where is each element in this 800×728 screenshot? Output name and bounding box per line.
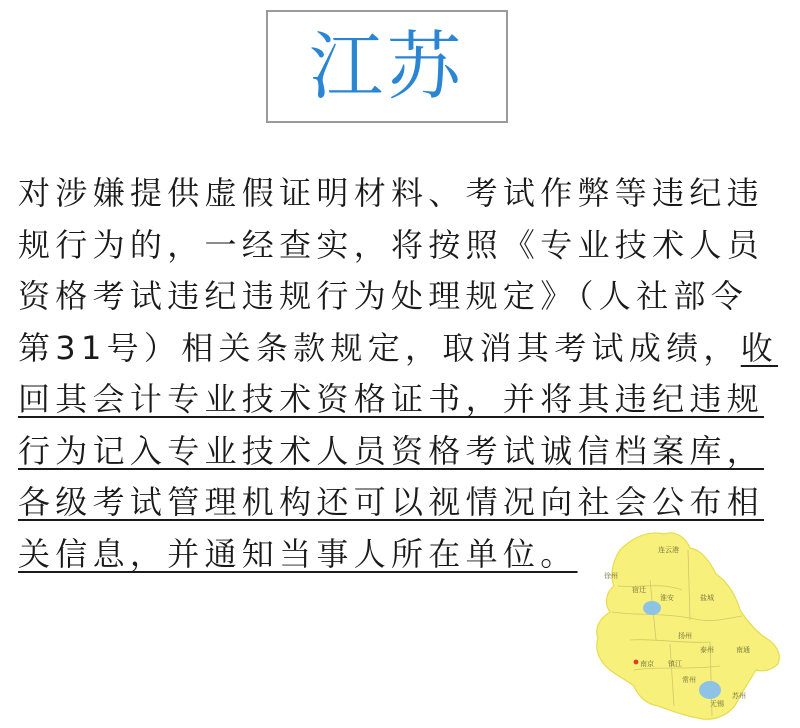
line-underlined-text: 关信息，并通知当事人所在单位。 (18, 534, 578, 573)
map-label: 无锡 (710, 700, 724, 708)
paragraph-line (18, 220, 788, 272)
line-text: 对涉嫌提供虚假证明材料、考试作弊等违纪违 (18, 174, 765, 212)
line-text: 第31号）相关条款规定，取消其考试成绩， (18, 328, 741, 367)
map-label: 宿迁 (632, 586, 646, 594)
page-title: 江苏 (309, 23, 465, 110)
line-underlined-text: 行为记入专业技术人员资格考试诚信档案库， (18, 431, 765, 470)
jiangsu-map-svg (560, 520, 790, 725)
map-label: 苏州 (732, 692, 746, 700)
paragraph-line (18, 374, 788, 426)
notice-paragraph (18, 168, 788, 580)
title-box (266, 10, 508, 123)
map-label: 南通 (736, 646, 750, 654)
line-underlined-text: 回其会计专业技术资格证书，并将其违纪违规 (18, 380, 765, 418)
map-label: 徐州 (604, 572, 618, 580)
paragraph-line (18, 168, 788, 220)
line-underlined-text: 收 (740, 328, 779, 367)
line-text: 规行为的，一经查实，将按照《专业技术人员 (18, 225, 765, 264)
map-label: 泰州 (700, 646, 714, 654)
map-label: 镇江 (668, 660, 682, 668)
lake-hongze (643, 601, 661, 615)
capital-marker (634, 660, 639, 665)
map-label: 南京 (640, 660, 654, 668)
paragraph-line (18, 323, 788, 375)
line-text: 资格考试违纪违规行为处理规定》（人社部令 (18, 277, 749, 315)
map-label: 扬州 (678, 632, 692, 640)
paragraph-line (18, 426, 788, 478)
map-label: 盐城 (700, 594, 714, 602)
jiangsu-map (560, 520, 790, 725)
map-label: 常州 (682, 676, 696, 684)
map-label: 淮安 (660, 594, 674, 602)
map-label: 连云港 (658, 546, 679, 554)
line-underlined-text: 各级考试管理机构还可以视情况向社会公布相 (18, 483, 765, 521)
paragraph-line (18, 271, 788, 323)
lake-taihu (699, 681, 721, 699)
